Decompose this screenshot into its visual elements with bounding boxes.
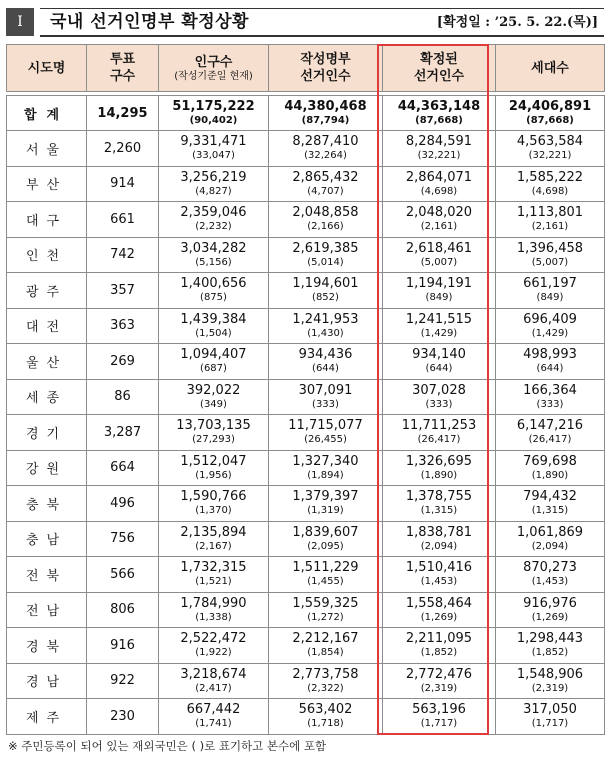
- cell-households: 916,976 (1,269): [496, 592, 605, 628]
- header-region: 시도명: [7, 45, 87, 92]
- cell-districts: 496: [87, 486, 159, 522]
- cell-draft-voters: 2,773,758 (2,322): [269, 663, 383, 699]
- cell-region: 전북: [7, 557, 87, 593]
- cell-draft-voters: 2,619,385 (5,014): [269, 237, 383, 273]
- cell-region: 제주: [7, 699, 87, 735]
- total-row: [7, 96, 605, 131]
- cell-draft-voters: 1,241,953 (1,430): [269, 308, 383, 344]
- cell-draft-voters: 1,511,229 (1,455): [269, 557, 383, 593]
- cell-population: 2,522,472 (1,922): [159, 628, 269, 664]
- section-marker: Ⅰ: [6, 8, 34, 36]
- table-row: [7, 344, 605, 380]
- cell-confirmed-voters: 11,711,253 (26,417): [383, 415, 496, 451]
- cell-region: 광주: [7, 273, 87, 309]
- cell-draft-voters: 1,194,601 (852): [269, 273, 383, 309]
- cell-population: 1,094,407 (687): [159, 344, 269, 380]
- table-body: [7, 96, 605, 735]
- header-households: 세대수: [496, 45, 605, 92]
- cell-households: 1,585,222 (4,698): [496, 166, 605, 202]
- cell-population: 392,022 (349): [159, 379, 269, 415]
- cell-confirmed-voters: 1,838,781 (2,094): [383, 521, 496, 557]
- total-label: 합계: [7, 96, 87, 131]
- cell-region: 부산: [7, 166, 87, 202]
- table-row: [7, 273, 605, 309]
- table-row: [7, 450, 605, 486]
- cell-confirmed-voters: 1,194,191 (849): [383, 273, 496, 309]
- voter-registry-table: [6, 44, 605, 735]
- total-households: 24,406,891 (87,668): [496, 96, 605, 131]
- cell-confirmed-voters: 1,241,515 (1,429): [383, 308, 496, 344]
- cell-households: 1,061,869 (2,094): [496, 521, 605, 557]
- cell-population: 3,256,219 (4,827): [159, 166, 269, 202]
- header-draft-voters: 작성명부 선거인수: [269, 45, 383, 92]
- cell-region: 울산: [7, 344, 87, 380]
- cell-districts: 357: [87, 273, 159, 309]
- cell-households: 870,273 (1,453): [496, 557, 605, 593]
- cell-draft-voters: 2,048,858 (2,166): [269, 202, 383, 238]
- cell-districts: 922: [87, 663, 159, 699]
- cell-confirmed-voters: 934,140 (644): [383, 344, 496, 380]
- total-draft-voters: 44,380,468 (87,794): [269, 96, 383, 131]
- cell-districts: 806: [87, 592, 159, 628]
- header-confirmed-voters: 확정된 선거인수: [383, 45, 496, 92]
- cell-households: 6,147,216 (26,417): [496, 415, 605, 451]
- header-population-note: (작성기준일 현재): [174, 70, 253, 82]
- table-row: [7, 308, 605, 344]
- cell-households: 794,432 (1,315): [496, 486, 605, 522]
- cell-districts: 2,260: [87, 131, 159, 167]
- cell-districts: 916: [87, 628, 159, 664]
- cell-region: 경남: [7, 663, 87, 699]
- cell-confirmed-voters: 2,772,476 (2,319): [383, 663, 496, 699]
- cell-confirmed-voters: 2,618,461 (5,007): [383, 237, 496, 273]
- table-row: [7, 131, 605, 167]
- cell-confirmed-voters: 2,211,095 (1,852): [383, 628, 496, 664]
- cell-confirmed-voters: 1,510,416 (1,453): [383, 557, 496, 593]
- cell-region: 충북: [7, 486, 87, 522]
- cell-households: 696,409 (1,429): [496, 308, 605, 344]
- cell-draft-voters: 2,865,432 (4,707): [269, 166, 383, 202]
- cell-draft-voters: 11,715,077 (26,455): [269, 415, 383, 451]
- cell-population: 1,439,384 (1,504): [159, 308, 269, 344]
- cell-confirmed-voters: 1,326,695 (1,890): [383, 450, 496, 486]
- cell-districts: 756: [87, 521, 159, 557]
- cell-population: 1,732,315 (1,521): [159, 557, 269, 593]
- total-population: 51,175,222 (90,402): [159, 96, 269, 131]
- cell-confirmed-voters: 1,378,755 (1,315): [383, 486, 496, 522]
- table-row: [7, 699, 605, 735]
- cell-draft-voters: 1,379,397 (1,319): [269, 486, 383, 522]
- cell-population: 1,784,990 (1,338): [159, 592, 269, 628]
- cell-households: 166,364 (333): [496, 379, 605, 415]
- cell-region: 전남: [7, 592, 87, 628]
- cell-households: 4,563,584 (32,221): [496, 131, 605, 167]
- cell-region: 대구: [7, 202, 87, 238]
- cell-region: 경북: [7, 628, 87, 664]
- cell-households: 769,698 (1,890): [496, 450, 605, 486]
- cell-districts: 742: [87, 237, 159, 273]
- table-header-row: [7, 45, 605, 92]
- table-row: [7, 521, 605, 557]
- cell-districts: 230: [87, 699, 159, 735]
- cell-households: 1,298,443 (1,852): [496, 628, 605, 664]
- cell-draft-voters: 2,212,167 (1,854): [269, 628, 383, 664]
- table-row: [7, 663, 605, 699]
- table-row: [7, 166, 605, 202]
- cell-households: 317,050 (1,717): [496, 699, 605, 735]
- cell-districts: 664: [87, 450, 159, 486]
- page-title: 국내 선거인명부 확정상황: [50, 12, 249, 32]
- cell-confirmed-voters: 563,196 (1,717): [383, 699, 496, 735]
- cell-households: 1,113,801 (2,161): [496, 202, 605, 238]
- cell-districts: 914: [87, 166, 159, 202]
- cell-draft-voters: 8,287,410 (32,264): [269, 131, 383, 167]
- cell-districts: 363: [87, 308, 159, 344]
- cell-districts: 3,287: [87, 415, 159, 451]
- cell-confirmed-voters: 8,284,591 (32,221): [383, 131, 496, 167]
- table-row: [7, 202, 605, 238]
- cell-population: 3,218,674 (2,417): [159, 663, 269, 699]
- cell-districts: 661: [87, 202, 159, 238]
- table-row: [7, 592, 605, 628]
- total-districts: 14,295: [87, 96, 159, 131]
- cell-draft-voters: 1,327,340 (1,894): [269, 450, 383, 486]
- cell-population: 2,135,894 (2,167): [159, 521, 269, 557]
- cell-population: 667,442 (1,741): [159, 699, 269, 735]
- cell-population: 13,703,135 (27,293): [159, 415, 269, 451]
- cell-households: 498,993 (644): [496, 344, 605, 380]
- table-row: [7, 415, 605, 451]
- cell-population: 3,034,282 (5,156): [159, 237, 269, 273]
- cell-draft-voters: 1,839,607 (2,095): [269, 521, 383, 557]
- cell-confirmed-voters: 307,028 (333): [383, 379, 496, 415]
- header-population: 인구수 (작성기준일 현재): [159, 45, 269, 92]
- table-row: [7, 628, 605, 664]
- cell-districts: 86: [87, 379, 159, 415]
- table-row: [7, 486, 605, 522]
- cell-population: 1,400,656 (875): [159, 273, 269, 309]
- cell-confirmed-voters: 2,048,020 (2,161): [383, 202, 496, 238]
- cell-region: 충남: [7, 521, 87, 557]
- cell-districts: 566: [87, 557, 159, 593]
- cell-population: 1,512,047 (1,956): [159, 450, 269, 486]
- cell-region: 인천: [7, 237, 87, 273]
- title-frame: [40, 8, 604, 37]
- cell-population: 2,359,046 (2,232): [159, 202, 269, 238]
- header-districts: 투표 구수: [87, 45, 159, 92]
- cell-draft-voters: 934,436 (644): [269, 344, 383, 380]
- cell-region: 서울: [7, 131, 87, 167]
- cell-draft-voters: 1,559,325 (1,272): [269, 592, 383, 628]
- cell-confirmed-voters: 2,864,071 (4,698): [383, 166, 496, 202]
- cell-households: 1,548,906 (2,319): [496, 663, 605, 699]
- total-confirmed-voters: 44,363,148 (87,668): [383, 96, 496, 131]
- confirmation-date: [확정일 : ’25. 5. 22.(목)]: [436, 15, 598, 30]
- cell-region: 강원: [7, 450, 87, 486]
- cell-region: 세종: [7, 379, 87, 415]
- table-row: [7, 379, 605, 415]
- cell-population: 1,590,766 (1,370): [159, 486, 269, 522]
- table-row: [7, 557, 605, 593]
- cell-draft-voters: 563,402 (1,718): [269, 699, 383, 735]
- cell-region: 대전: [7, 308, 87, 344]
- cell-households: 661,197 (849): [496, 273, 605, 309]
- cell-population: 9,331,471 (33,047): [159, 131, 269, 167]
- table-row: [7, 237, 605, 273]
- footnote: ※ 주민등록이 되어 있는 재외국민은 ( )로 표기하고 본수에 포함: [8, 739, 327, 753]
- cell-draft-voters: 307,091 (333): [269, 379, 383, 415]
- title-row: [6, 8, 604, 36]
- cell-households: 1,396,458 (5,007): [496, 237, 605, 273]
- cell-confirmed-voters: 1,558,464 (1,269): [383, 592, 496, 628]
- cell-region: 경기: [7, 415, 87, 451]
- cell-districts: 269: [87, 344, 159, 380]
